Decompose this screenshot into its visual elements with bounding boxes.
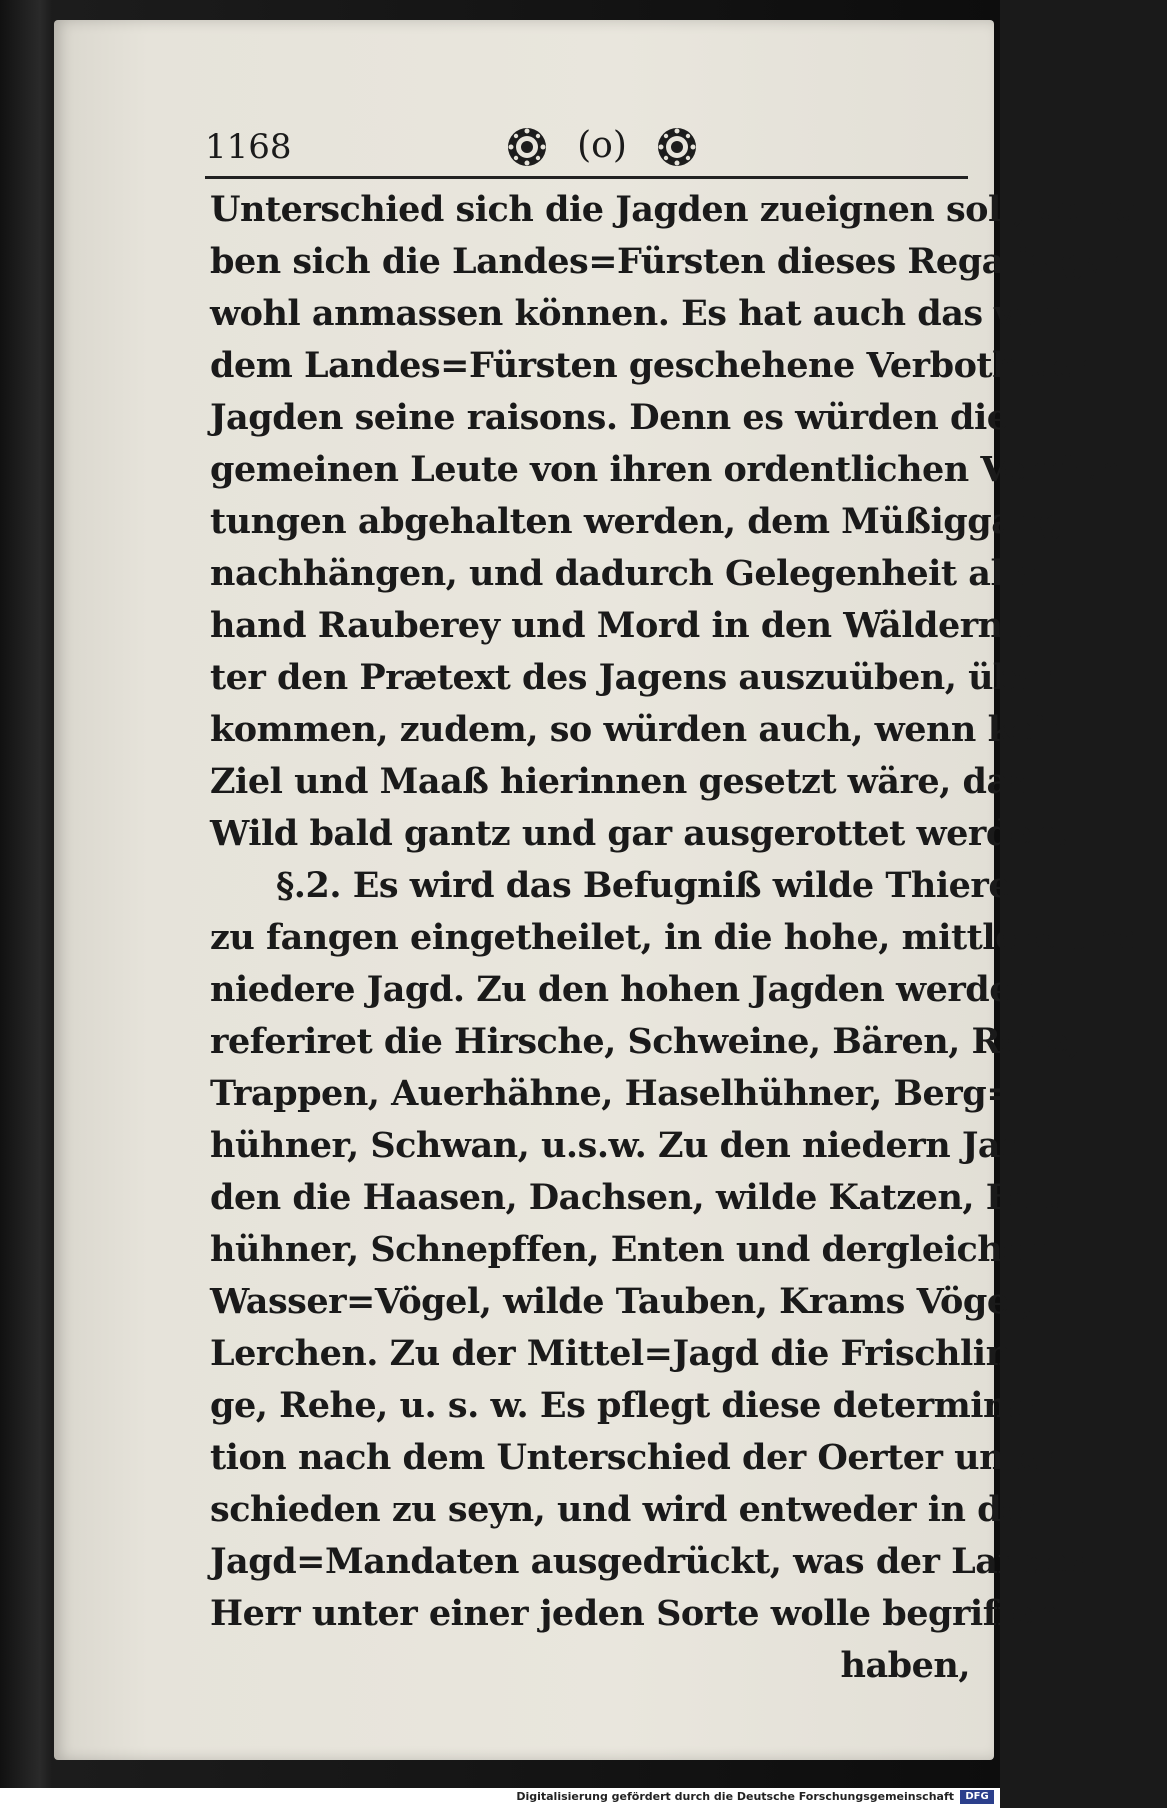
text-line: zu fangen eingetheilet, in die hohe, mittlere und (210, 917, 1143, 958)
text-line: dem Landes=Fürsten geschehene Verboth der (210, 345, 1093, 386)
text-line: tion nach dem Unterschied der Oerter unter= (210, 1437, 1089, 1478)
text-line: wohl anmassen können. Es hat auch das von (210, 293, 1062, 334)
text-line: ge, Rehe, u. s. w. Es pflegt diese determina- (210, 1385, 1045, 1426)
text-line: Lerchen. Zu der Mittel=Jagd die Frischlin= (210, 1333, 1040, 1374)
text-line: Herr unter einer jeden Sorte wolle begriffen (210, 1593, 1059, 1634)
text-line: hand Rauberey und Mord in den Wäldern un= (210, 605, 1094, 646)
text-line: Wasser=Vögel, wilde Tauben, Krams Vögel, (210, 1281, 1034, 1322)
body-text (210, 184, 1167, 1692)
flower-ornament-icon (655, 125, 699, 169)
text-line: kommen, zudem, so würden auch, wenn kein (210, 709, 1071, 750)
page-header (205, 125, 965, 175)
text-line: schieden zu seyn, und wird entweder in den (210, 1489, 1048, 1530)
text-line: hühner, Schnepffen, Enten und dergleichen (210, 1229, 1049, 1270)
text-line: Trappen, Auerhähne, Haselhühner, Berg= (210, 1073, 1016, 1114)
text-line: ter den Prætext des Jagens auszuüben, über= (210, 657, 1086, 698)
text-line: nachhängen, und dadurch Gelegenheit aller= (210, 553, 1085, 594)
text-line: ben sich die Landes=Fürsten dieses Regalis gar (210, 241, 1125, 282)
header-center-mark: (o) (577, 125, 627, 166)
dfg-logo: DFG (960, 1790, 994, 1804)
section-start-line: §.2. Es wird das Befugniß wilde Thiere (276, 865, 1011, 906)
text-line: Ziel und Maaß hierinnen gesetzt wäre, das (210, 761, 1028, 802)
text-line: hühner, Schwan, u.s.w. Zu den niedern Jag= (210, 1125, 1053, 1166)
text-line: Jagden seine raisons. Denn es würden die (210, 397, 1009, 438)
funding-credit: Digitalisierung gefördert durch die Deutsche Forschungsgemeinschaft (516, 1790, 954, 1803)
header-rule (205, 176, 968, 179)
catchword: haben, (840, 1645, 970, 1686)
text-line: Unterschied sich die Jagden zueignen soll, so ha= (210, 189, 1167, 230)
text-line: niedere Jagd. Zu den hohen Jagden werden (210, 969, 1036, 1010)
page-number: 1168 (205, 127, 292, 167)
flower-ornament-icon (505, 125, 549, 169)
text-line: Jagd=Mandaten ausgedrückt, was der Landes= (210, 1541, 1117, 1582)
text-line: gemeinen Leute von ihren ordentlichen Verrich= (210, 449, 1149, 490)
text-line: Wild bald gantz und gar ausgerottet werden. (210, 813, 1069, 854)
text-line: den die Haasen, Dachsen, wilde Katzen, Feld= (210, 1177, 1096, 1218)
text-line: tungen abgehalten werden, dem Müßiggang (210, 501, 1063, 542)
text-line: referiret die Hirsche, Schweine, Bären, Rehe, (210, 1021, 1081, 1062)
